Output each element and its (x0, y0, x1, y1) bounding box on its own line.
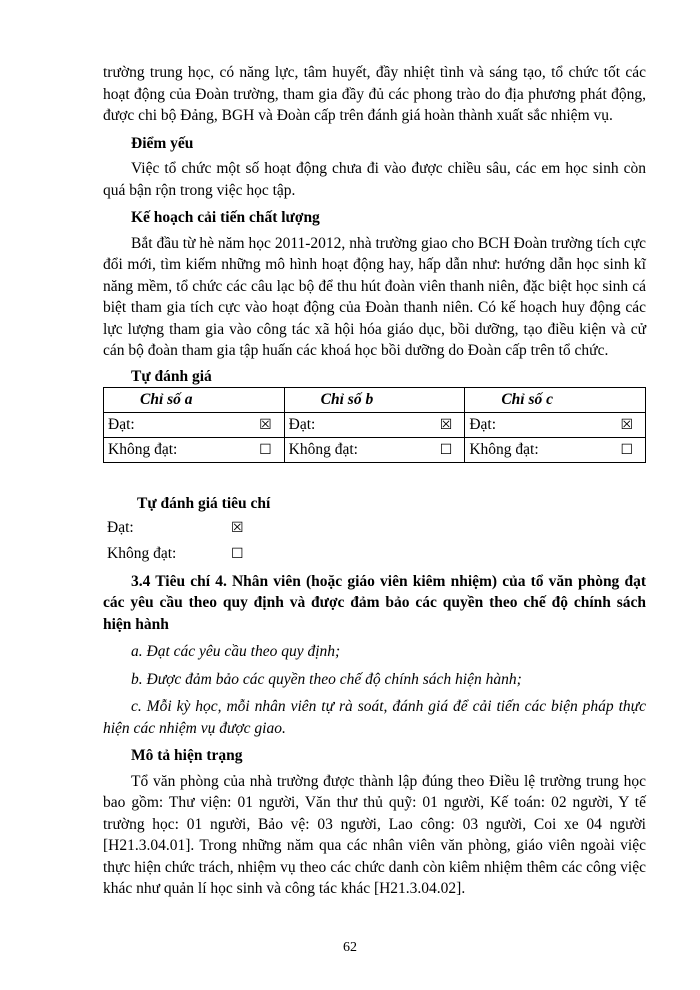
pass-label: Đạt: (469, 416, 496, 433)
status-heading: Mô tả hiện trạng (131, 747, 243, 764)
empty-checkbox-icon[interactable]: ☐ (259, 442, 272, 458)
criterion-eval-heading: Tự đánh giá tiêu chí (137, 495, 271, 512)
cell-c-fail (465, 438, 646, 463)
column-header-b: Chỉ số b (284, 388, 465, 413)
weakness-heading: Điểm yếu (131, 134, 194, 152)
self-eval-table (103, 387, 646, 463)
criterion-item-a: a. Đạt các yêu cầu theo quy định; (131, 643, 341, 660)
criterion-item-b: b. Được đảm bảo các quyền theo chế độ chính sách hiện hành; (131, 670, 522, 688)
column-header-c: Chỉ số c (465, 388, 646, 413)
empty-checkbox-icon[interactable]: ☐ (439, 442, 453, 458)
paragraph-intro: trường trung học, có năng lực, tâm huyết, đầy nhiệt tình và sáng tạo, tổ chức tốt các hoạt động của Đoàn trường, tham gia đầy đủ các phong trào do địa phương phát động, được chi bộ Đảng, BGH và Đoàn cấp trên đánh giá hoàn thành xuất sắc nhiệm vụ. (103, 64, 646, 124)
fail-label: Không đạt: (288, 441, 358, 458)
empty-checkbox-icon[interactable]: ☐ (620, 442, 633, 458)
criterion-fail-label: Không đạt: (107, 544, 177, 562)
checked-checkbox-icon[interactable]: ☒ (231, 519, 244, 536)
criterion-pass-label: Đạt: (107, 518, 134, 536)
column-header-a: Chỉ số a (104, 388, 285, 413)
pass-label: Đạt: (108, 416, 135, 433)
self-eval-heading: Tự đánh giá (131, 367, 212, 385)
section-title: 3.4 Tiêu chí 4. Nhân viên (hoặc giáo viên kiêm nhiệm) của tổ văn phòng đạt các yêu cầu theo quy định và được đảm bảo các quyền theo chế độ chính sách hiện hành (103, 572, 646, 633)
criterion-fail-row (103, 541, 646, 567)
checked-checkbox-icon[interactable]: ☒ (439, 417, 453, 433)
cell-b-pass (284, 413, 465, 438)
plan-heading: Kế hoạch cải tiến chất lượng (131, 209, 320, 226)
weakness-text: Việc tổ chức một số hoạt động chưa đi vào được chiều sâu, các em học sinh còn quá bận rộn trong việc học tập. (103, 160, 646, 199)
fail-label: Không đạt: (469, 441, 539, 458)
criterion-pass-row (103, 515, 646, 541)
table-row-fail (104, 438, 646, 463)
empty-checkbox-icon[interactable]: ☐ (231, 545, 244, 562)
page-number: 62 (343, 940, 357, 955)
table-row-pass (104, 413, 646, 438)
pass-label: Đạt: (288, 416, 316, 433)
checked-checkbox-icon[interactable]: ☒ (620, 417, 633, 433)
criterion-item-c: c. Mỗi kỳ học, mỗi nhân viên tự rà soát, đánh giá để cải tiến các biện pháp thực hiện các nhiệm vụ được giao. (103, 698, 646, 737)
checked-checkbox-icon[interactable]: ☒ (259, 417, 272, 433)
plan-text: Bắt đầu từ hè năm học 2011-2012, nhà trường giao cho BCH Đoàn trường tích cực đổi mới, tìm kiếm những mô hình hoạt động hay, hấp dẫn như: hướng dẫn học sinh kĩ năng mềm, tổ chức các câu lạc bộ để thu hút đoàn viên thanh niên, đặc biệt học sinh cá biệt tham gia tích cực vào hoạt động của Đoàn thanh niên. Có kế hoạch huy động các lực lượng tham gia vào công tác xã hội hóa giáo dục, bồi dưỡng, tạo điều kiện và cử cán bộ đoàn tham gia tập huấn các khoá học bồi dưỡng do Đoàn cấp trên tổ chức. (103, 234, 646, 359)
fail-label: Không đạt: (108, 441, 178, 458)
cell-a-pass (104, 413, 285, 438)
status-text: Tổ văn phòng của nhà trường được thành lập đúng theo Điều lệ trường trung học bao gồm: Thư viện: 01 người, Văn thư thủ quỹ: 01 người, Kế toán: 02 người, Y tế trường học: 01 người, Bảo vệ: 03 người, Lao công: 03 người, Coi xe 04 người [H21.3.04.01]. Trong những năm qua các nhân viên văn phòng, giáo viên ngoài việc thực hiện chức trách, nhiệm vụ theo các chức danh còn kiêm nhiệm thêm các công việc khác như quản lí học sinh và công tác khác [H21.3.04.02]. (103, 772, 646, 897)
table-header-row (104, 388, 646, 413)
cell-a-fail (104, 438, 285, 463)
document-page (103, 62, 646, 900)
cell-b-fail (284, 438, 465, 463)
cell-c-pass (465, 413, 646, 438)
